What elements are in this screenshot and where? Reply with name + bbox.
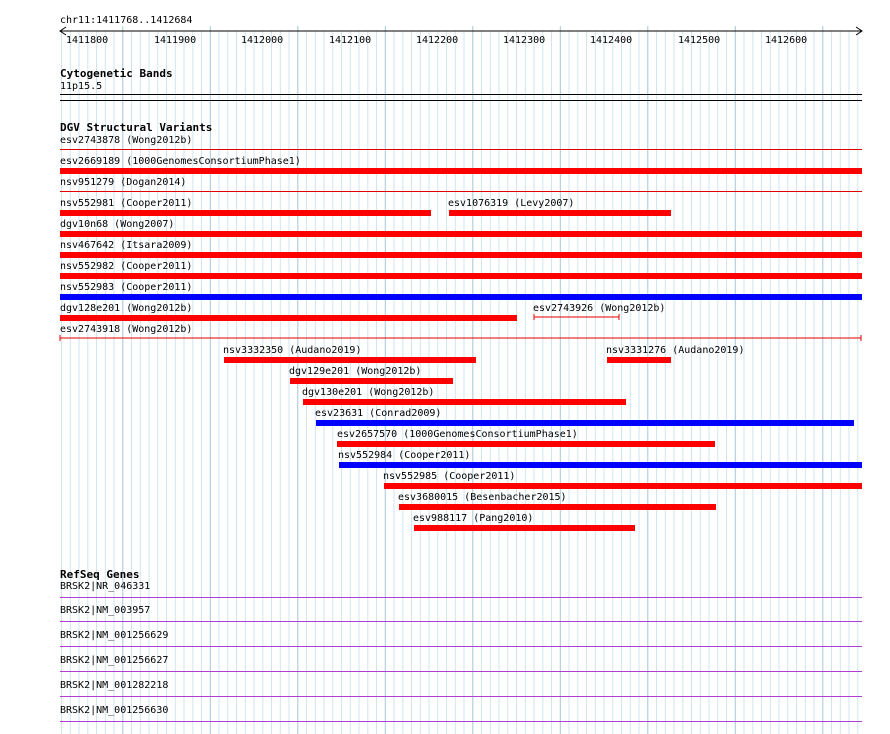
variant-label[interactable]: esv2743918 (Wong2012b) [60, 324, 193, 335]
variant-bar[interactable] [60, 168, 862, 174]
variant-feature[interactable] [60, 191, 862, 192]
cytoband-track-title: Cytogenetic Bands [60, 67, 173, 80]
variant-bar[interactable] [316, 420, 854, 426]
variant-label[interactable]: dgv130e201 (Wong2012b) [302, 387, 435, 398]
gene-feature[interactable] [60, 646, 862, 647]
gene-feature[interactable] [60, 621, 862, 622]
gene-feature[interactable] [60, 721, 862, 722]
variant-label[interactable]: esv1076319 (Levy2007) [448, 198, 575, 209]
ruler-tick-label: 1412600 [765, 35, 808, 46]
variant-bracket[interactable] [59, 334, 863, 342]
variant-label[interactable]: nsv552982 (Cooper2011) [60, 261, 193, 272]
variant-label[interactable]: dgv128e201 (Wong2012b) [60, 303, 193, 314]
ruler-axis[interactable] [0, 0, 890, 60]
variant-bar[interactable] [339, 462, 862, 468]
ruler-tick-label: 1411900 [154, 35, 197, 46]
gene-label[interactable]: BRSK2|NM_001282218 [60, 680, 169, 691]
ruler-tick-label: 1412100 [329, 35, 372, 46]
variant-label[interactable]: esv988117 (Pang2010) [413, 513, 534, 524]
variant-bar[interactable] [60, 252, 862, 258]
gene-feature[interactable] [60, 671, 862, 672]
refseq-track-title: RefSeq Genes [60, 568, 140, 581]
variant-bar[interactable] [607, 357, 671, 363]
variant-label[interactable]: nsv552985 (Cooper2011) [383, 471, 516, 482]
dgv-track-title: DGV Structural Variants [60, 121, 213, 134]
variant-label[interactable]: nsv467642 (Itsara2009) [60, 240, 193, 251]
variant-bracket[interactable] [533, 313, 621, 321]
variant-label[interactable]: esv23631 (Conrad2009) [315, 408, 442, 419]
variant-bar[interactable] [384, 483, 862, 489]
ruler-tick-label: 1412200 [416, 35, 459, 46]
gene-feature[interactable] [60, 597, 862, 598]
variant-label[interactable]: esv2743878 (Wong2012b) [60, 135, 193, 146]
variant-bar[interactable] [60, 294, 862, 300]
track-divider [60, 100, 862, 101]
gene-label[interactable]: BRSK2|NM_001256627 [60, 655, 169, 666]
variant-bar[interactable] [60, 231, 862, 237]
variant-bar[interactable] [60, 273, 862, 279]
gene-label[interactable]: BRSK2|NM_003957 [60, 605, 151, 616]
variant-bar[interactable] [224, 357, 476, 363]
ruler-tick-label: 1412400 [590, 35, 633, 46]
variant-bar[interactable] [399, 504, 716, 510]
cytoband-band[interactable] [60, 94, 862, 95]
variant-bar[interactable] [414, 525, 635, 531]
variant-label[interactable]: esv2669189 (1000GenomesConsortiumPhase1) [60, 156, 301, 167]
variant-label[interactable]: nsv552983 (Cooper2011) [60, 282, 193, 293]
variant-feature[interactable] [60, 149, 862, 150]
variant-label[interactable]: nsv3331276 (Audano2019) [606, 345, 745, 356]
variant-label[interactable]: esv2657570 (1000GenomesConsortiumPhase1) [337, 429, 578, 440]
variant-bar[interactable] [449, 210, 671, 216]
gene-label[interactable]: BRSK2|NM_001256629 [60, 630, 169, 641]
variant-bar[interactable] [303, 399, 626, 405]
ruler-tick-label: 1411800 [66, 35, 109, 46]
ruler-range-label: chr11:1411768..1412684 [60, 15, 193, 26]
ruler-tick-label: 1412000 [241, 35, 284, 46]
variant-bar[interactable] [337, 441, 715, 447]
variant-label[interactable]: nsv552984 (Cooper2011) [338, 450, 471, 461]
variant-label[interactable]: dgv129e201 (Wong2012b) [289, 366, 422, 377]
gene-label[interactable]: BRSK2|NM_001256630 [60, 705, 169, 716]
cytoband-label[interactable]: 11p15.5 [60, 81, 103, 92]
gene-label[interactable]: BRSK2|NR_046331 [60, 581, 151, 592]
variant-label[interactable]: dgv10n68 (Wong2007) [60, 219, 175, 230]
variant-label[interactable]: nsv552981 (Cooper2011) [60, 198, 193, 209]
variant-label[interactable]: nsv951279 (Dogan2014) [60, 177, 187, 188]
variant-label[interactable]: nsv3332350 (Audano2019) [223, 345, 362, 356]
gene-feature[interactable] [60, 696, 862, 697]
ruler-tick-label: 1412300 [503, 35, 546, 46]
variant-label[interactable]: esv2743926 (Wong2012b) [533, 303, 666, 314]
variant-bar[interactable] [60, 210, 431, 216]
variant-label[interactable]: esv3680015 (Besenbacher2015) [398, 492, 567, 503]
variant-bar[interactable] [60, 315, 517, 321]
variant-bar[interactable] [290, 378, 453, 384]
ruler-tick-label: 1412500 [678, 35, 721, 46]
